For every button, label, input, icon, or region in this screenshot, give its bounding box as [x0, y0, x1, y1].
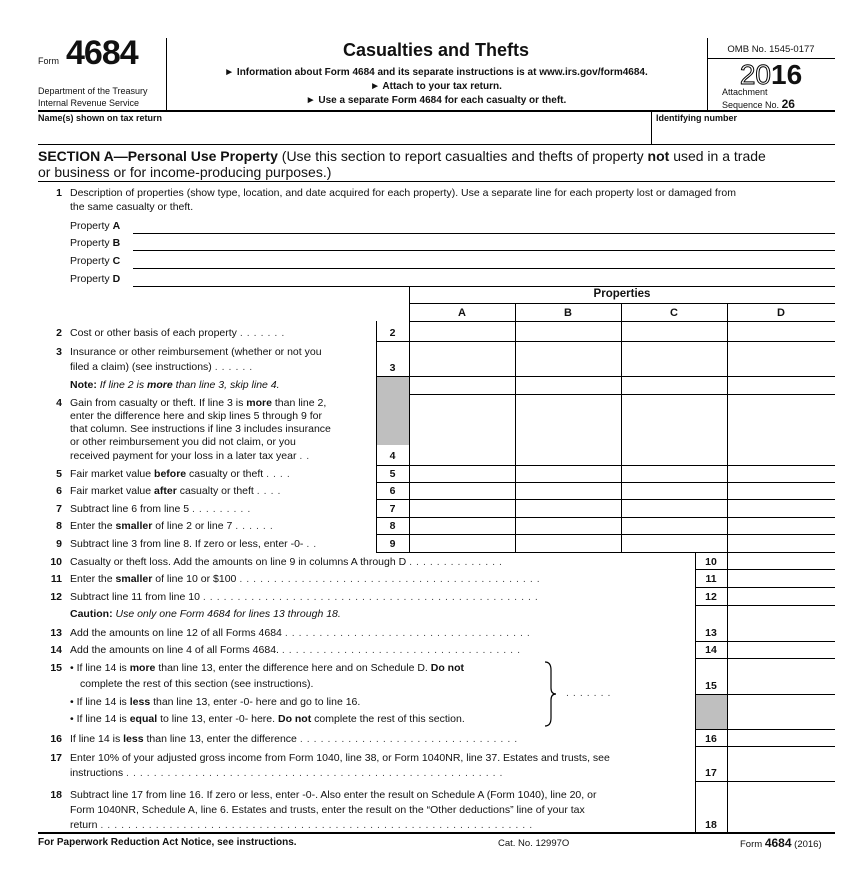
line-18-text: Subtract line 17 from line 16. If zero or less, enter -0-. Also enter the result on Schedule A (Form 1040), line 20, or [70, 789, 597, 801]
dept-treasury: Department of the Treasury [38, 86, 148, 96]
line-3-box: 3 [389, 362, 396, 374]
irs-label: Internal Revenue Service [38, 98, 140, 108]
line-17-text-2: instructions ....................................................... [70, 767, 507, 779]
line-18-text-2: Form 1040NR, Schedule A, line 6. Estates and trusts, enter the result on the “Other deductions” line of your tax [70, 804, 585, 816]
line-5-text-b: casualty or theft [189, 468, 264, 480]
line-14-number: 14 [50, 644, 62, 656]
line-5-input-a[interactable] [410, 466, 514, 481]
line-15-brace [543, 660, 557, 728]
caution-note [70, 608, 341, 620]
line-5-input-d[interactable] [728, 466, 834, 481]
footer-form-number: 4684 [764, 836, 792, 850]
line-6-text-a: Fair market value [70, 485, 152, 497]
line-10-input[interactable] [728, 553, 834, 568]
line-11-text: Enter the smaller of line 10 or $100 ............................................ [70, 573, 544, 585]
line-5-input-b[interactable] [516, 466, 620, 481]
line-7-box: 7 [389, 503, 396, 515]
section-a-title: SECTION A—Personal Use Property [38, 148, 278, 164]
line-2-box: 2 [389, 327, 396, 339]
line-9-box: 9 [389, 538, 396, 550]
column-c-header: C [670, 307, 678, 319]
line-7-text: Subtract line 6 from line 5 ......... [70, 503, 255, 515]
line-15-box: 15 [705, 680, 717, 692]
line-13-label: Add the amounts on line 12 of all Forms 4684 [70, 627, 282, 639]
line-8-input-d[interactable] [728, 518, 834, 533]
line-18-text-3: return ............................................................... [70, 819, 537, 831]
line-9-label: Subtract line 3 from line 8. If zero or less, enter -0- [70, 538, 304, 550]
line-8-bold: smaller [115, 520, 153, 532]
line-6-input-a[interactable] [410, 483, 514, 498]
line-5-input-c[interactable] [622, 466, 726, 481]
line-3-label-2: filed a claim) (see instructions) [70, 361, 212, 373]
line-4-number: 4 [56, 397, 62, 409]
line-3-note [70, 379, 280, 391]
line-6-input-d[interactable] [728, 483, 834, 498]
line-3-input-c[interactable] [622, 342, 726, 375]
tax-year-prefix: 20 [739, 59, 771, 90]
line-4-text-4: or other reimbursement you did not claim, or you [70, 436, 296, 448]
line-8-text: Enter the smaller of line 2 or line 7 ...... [70, 520, 277, 532]
line-15-b3a: • If line 14 is [70, 713, 127, 725]
form-label: Form [38, 56, 59, 66]
line-16-number: 16 [50, 733, 62, 745]
line-9-input-d[interactable] [728, 535, 834, 551]
line-12-text: Subtract line 11 from line 10 ................................................. [70, 591, 542, 603]
line-4-text-5: received payment for your loss in a later tax year .. [70, 450, 314, 462]
line-10-text: Casualty or theft loss. Add the amounts on line 9 in columns A through D .............. [70, 556, 506, 568]
line-3-text: Insurance or other reimbursement (whether or not you [70, 346, 322, 358]
line-8-input-a[interactable] [410, 518, 514, 533]
property-a-letter: A [112, 220, 121, 232]
name-label: Name(s) shown on tax return [38, 113, 163, 123]
line-6-text: Fair market value after casualty or theft .... [70, 485, 285, 497]
line-5-text: Fair market value before casualty or theft .... [70, 468, 294, 480]
line-3-text-2: filed a claim) (see instructions) ...... [70, 361, 257, 373]
line-13-number: 13 [50, 627, 62, 639]
line-15-input[interactable] [728, 659, 834, 693]
line-10-number: 10 [50, 556, 62, 568]
line-5-text-a: Fair market value [70, 468, 152, 480]
line-2-input-d[interactable] [728, 322, 834, 340]
section-a-desc-2: used in a trade [673, 148, 766, 164]
line-4-text-1a: Gain from casualty or theft. If line 3 is [70, 397, 244, 409]
paperwork-notice: For Paperwork Reduction Act Notice, see instructions. [38, 837, 297, 848]
line-2-text: Cost or other basis of each property ....... [70, 327, 289, 339]
note-text-b: than line 3, skip line 4. [175, 379, 280, 391]
line-4-more: more [246, 397, 272, 409]
line-6-text-b: casualty or theft [179, 485, 254, 497]
line-17-label-2: instructions [70, 767, 124, 779]
property-c-word: Property [70, 255, 110, 267]
line-4-input-b[interactable] [516, 395, 620, 464]
line-15-b2less: less [129, 696, 151, 708]
line-12-box: 12 [705, 591, 717, 603]
line-4-label-5: received payment for your loss in a later tax year [70, 450, 297, 462]
line-4-input-c[interactable] [622, 395, 726, 464]
line-8-number: 8 [56, 520, 62, 532]
line-14-text: Add the amounts on line 4 of all Forms 4684. ................................... [70, 644, 524, 656]
line-15-leader: ....... [566, 687, 615, 699]
line-18-input[interactable] [728, 782, 834, 831]
line-17-number: 17 [50, 752, 62, 764]
note-more: more [147, 379, 173, 391]
instruction-line-3: ► Use a separate Form 4684 for each casualty or theft. [305, 95, 567, 106]
line-9-input-c[interactable] [622, 535, 726, 551]
line-4-text-2: enter the difference here and skip lines 5 through 9 for [70, 410, 322, 422]
line-11-bold: smaller [115, 573, 153, 585]
footer-form-year: (2016) [794, 839, 822, 850]
line-7-input-a[interactable] [410, 500, 514, 516]
note-text-a: If line 2 is [99, 379, 145, 391]
line-4-input-d[interactable] [728, 395, 834, 464]
form-number: 4684 [66, 34, 138, 72]
line-15-b3b: to line 13, enter -0- here. [160, 713, 276, 725]
line-1-number: 1 [56, 187, 62, 199]
sequence-value: 26 [781, 97, 795, 111]
sequence-number [722, 97, 795, 111]
property-c-letter: C [112, 255, 121, 267]
line-12-number: 12 [50, 591, 62, 603]
line-3-input-a[interactable] [410, 342, 514, 375]
property-a-label [70, 220, 120, 232]
line-15-b1a: • If line 14 is [70, 662, 127, 674]
line-5-box: 5 [389, 468, 396, 480]
line-16-box: 16 [705, 733, 717, 745]
line-4-text-1b: than line 2, [274, 397, 327, 409]
line-12-input[interactable] [728, 588, 834, 604]
property-d-label [70, 273, 120, 285]
line-13-box: 13 [705, 627, 717, 639]
line-6-input-b[interactable] [516, 483, 620, 498]
line-4-box: 4 [389, 450, 396, 462]
caution-text: Use only one Form 4684 for lines 13 through 18. [115, 608, 341, 620]
line-15-b1more: more [129, 662, 156, 674]
line-16-text-b: than line 13, enter the difference [146, 733, 297, 745]
footer-form-id [740, 836, 822, 850]
column-a-header: A [458, 307, 466, 319]
line-18-box: 18 [705, 819, 717, 831]
property-d-description[interactable] [133, 271, 835, 286]
instruction-line-1: ► Information about Form 4684 and its separate instructions is at www.irs.gov/form4684. [224, 67, 648, 78]
line-13-input[interactable] [728, 624, 834, 640]
line-1-text-2: the same casualty or theft. [70, 201, 194, 213]
line-15-bullet-3 [70, 713, 465, 725]
line-4-text-1 [70, 397, 326, 409]
note-label: Note: [70, 379, 97, 391]
line-9-number: 9 [56, 538, 62, 550]
line-11-text-b: of line 10 or $100 [155, 573, 237, 585]
line-14-label: Add the amounts on line 4 of all Forms 4684. [70, 644, 279, 656]
line-17-text: Enter 10% of your adjusted gross income from Form 1040, line 38, or Form 1040NR, line 37. Estates and trusts, see [70, 752, 610, 764]
property-b-letter: B [112, 237, 121, 249]
catalog-number: Cat. No. 12997O [498, 838, 570, 849]
line-15-bullet-1-cont: complete the rest of this section (see instructions). [80, 678, 314, 690]
line-18-label-3: return [70, 819, 98, 831]
line-9-text: Subtract line 3 from line 8. If zero or less, enter -0- .. [70, 538, 321, 550]
line-2-label: Cost or other basis of each property [70, 327, 237, 339]
line-16-bold: less [123, 733, 144, 745]
line-2-input-c[interactable] [622, 322, 726, 340]
line-7-input-d[interactable] [728, 500, 834, 516]
line-18-number: 18 [50, 789, 62, 801]
property-b-description[interactable] [133, 235, 835, 250]
line-5-number: 5 [56, 468, 62, 480]
line-15-b3c: complete the rest of this section. [314, 713, 465, 725]
line-11-text-a: Enter the [70, 573, 113, 585]
property-b-label [70, 237, 120, 249]
line-15-b1b: than line 13, enter the difference here and on Schedule D. [158, 662, 428, 674]
line-13-text: Add the amounts on line 12 of all Forms 4684 .................................... [70, 627, 534, 639]
line-4-input-a[interactable] [410, 395, 514, 464]
line-8-input-b[interactable] [516, 518, 620, 533]
property-c-description[interactable] [133, 253, 835, 268]
line-14-box: 14 [705, 644, 717, 656]
line-12-label: Subtract line 11 from line 10 [70, 591, 200, 603]
line-15-b2a: • If line 14 is [70, 696, 127, 708]
line-15-b3equal: equal [129, 713, 158, 725]
line-15-b2b: than line 13, enter -0- here and go to line 16. [153, 696, 361, 708]
section-a-not: not [647, 148, 670, 164]
line-2-input-b[interactable] [516, 322, 620, 340]
line-10-label: Casualty or theft loss. Add the amounts on line 9 in columns A through D [70, 556, 407, 568]
identifying-number-label: Identifying number [656, 113, 737, 123]
line-6-bold: after [154, 485, 177, 497]
section-a-desc-1: (Use this section to report casualties and thefts of property [281, 148, 644, 164]
omb-number: OMB No. 1545-0177 [727, 44, 815, 55]
line-3-input-d[interactable] [728, 342, 834, 375]
line-7-number: 7 [56, 503, 62, 515]
line-17-input[interactable] [728, 747, 834, 780]
line-3-input-b[interactable] [516, 342, 620, 375]
line-14-input[interactable] [728, 642, 834, 657]
page-title: Casualties and Thefts [342, 40, 530, 60]
line-1-text: Description of properties (show type, location, and date acquired for each property). Use a separate line for each property lost or damaged from [70, 187, 736, 199]
line-15-bullet-2 [70, 696, 360, 708]
identifying-number-field[interactable] [656, 124, 834, 142]
line-7-input-b[interactable] [516, 500, 620, 516]
line-6-number: 6 [56, 485, 62, 497]
line-16-input[interactable] [728, 730, 834, 745]
properties-header: Properties [593, 288, 651, 300]
line-5-bold: before [154, 468, 187, 480]
line-8-box: 8 [389, 520, 396, 532]
line-3-number: 3 [56, 346, 62, 358]
property-d-word: Property [70, 273, 110, 285]
section-a-heading-line2: or business or for income-producing purposes.) [38, 164, 332, 180]
property-b-word: Property [70, 237, 110, 249]
line-15-number: 15 [50, 662, 62, 674]
caution-label: Caution: [70, 608, 113, 620]
line-7-label: Subtract line 6 from line 5 [70, 503, 190, 515]
line-15-b3not: Do not [277, 713, 312, 725]
column-b-header: B [564, 307, 572, 319]
instruction-line-2: ► Attach to your tax return. [370, 81, 502, 92]
line-15-b1not: Do not [430, 662, 464, 674]
attachment-label: Attachment [722, 87, 768, 97]
line-17-box: 17 [705, 767, 717, 779]
line-8-text-b: of line 2 or line 7 [155, 520, 233, 532]
line-9-input-a[interactable] [410, 535, 514, 551]
line-2-input-a[interactable] [410, 322, 514, 340]
footer-form-word: Form [740, 839, 763, 850]
line-11-input[interactable] [728, 570, 834, 586]
tax-year-suffix: 16 [771, 59, 803, 90]
line-7-input-c[interactable] [622, 500, 726, 516]
line-9-input-b[interactable] [516, 535, 620, 551]
line-4-text-3: that column. See instructions if line 3 includes insurance [70, 423, 331, 435]
line-11-number: 11 [50, 573, 62, 585]
line-15-bullet-1 [70, 662, 464, 674]
property-d-letter: D [112, 273, 121, 285]
line-16-text: If line 14 is less than line 13, enter the difference ................................ [70, 733, 522, 745]
line-6-box: 6 [389, 485, 396, 497]
line-2-number: 2 [56, 327, 62, 339]
sequence-label: Sequence No. [722, 100, 780, 110]
property-a-word: Property [70, 220, 110, 232]
section-a-heading [38, 148, 766, 164]
line-8-text-a: Enter the [70, 520, 113, 532]
line-6-input-c[interactable] [622, 483, 726, 498]
line-10-box: 10 [705, 556, 717, 568]
line-8-input-c[interactable] [622, 518, 726, 533]
column-d-header: D [777, 307, 785, 319]
property-c-label [70, 255, 120, 267]
line-16-text-a: If line 14 is [70, 733, 121, 745]
line-11-box: 11 [705, 573, 717, 585]
property-a-description[interactable] [133, 218, 835, 233]
name-field[interactable] [38, 124, 650, 142]
